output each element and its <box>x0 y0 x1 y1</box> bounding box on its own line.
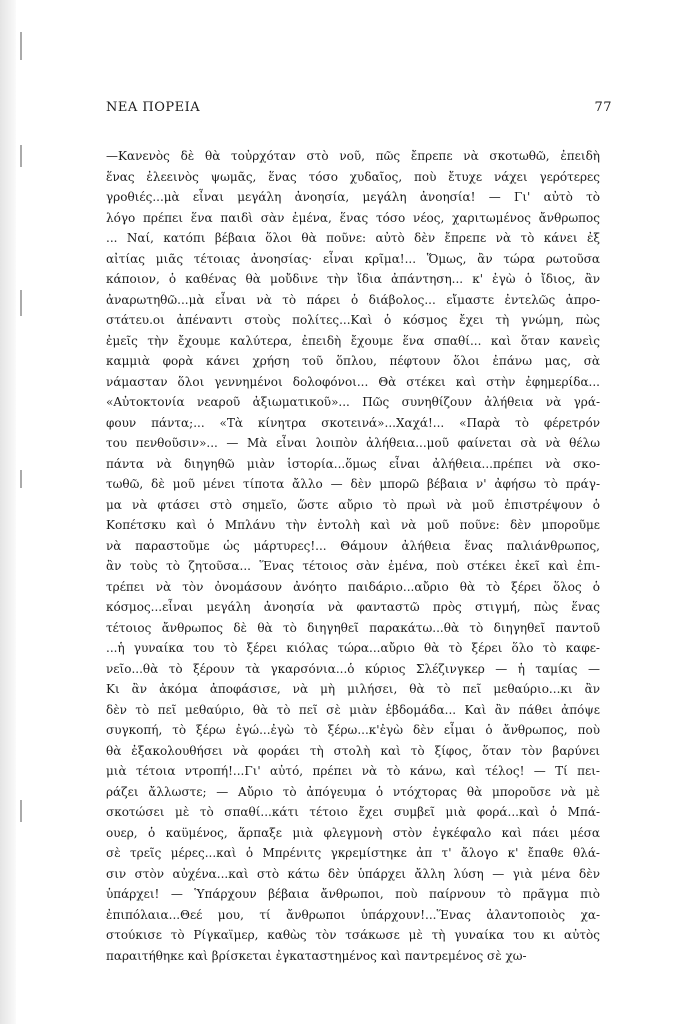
text-line: στούκισε τὸ Ρίγκαϊμερ, καθὼς τὸν τσάκωσε μὲ τὴ γυναίκα του κι αὐτὸς <box>106 928 600 942</box>
binding-mark <box>20 145 22 167</box>
text-line: σὲ τρεῖς μέρες...καὶ ὁ Μπρένιτς γκρεμίστηκε ἀπ τ' ἄλογο κ' ἔπαθε θλά- <box>106 846 600 860</box>
text-line: ἕνας ἐλεεινὸς ψωμᾶς, ἕνας τόσο χυδαῖος, ποὺ ἔτυχε νάχει γερότερες <box>106 169 600 184</box>
text-line: μιὰ τέτοια ντροπή!...Γι' αὐτό, πρέπει νὰ τὸ κάνω, καὶ τέλος! — Τί πει- <box>106 764 600 778</box>
running-header <box>106 100 612 115</box>
running-title: ΝΕΑ ΠΟΡΕΙΑ <box>106 100 201 115</box>
page-number: 77 <box>594 100 612 115</box>
text-line: παραιτήθηκε καὶ βρίσκεται ἐγκαταστημένος καὶ παντρεμένος σὲ χω- <box>106 948 527 963</box>
text-line: σιν στὸν αὐχένα...καὶ στὸ κάτω δὲν ὑπάρχει ἄλλη λύση — γιὰ μένα δὲν <box>106 866 600 881</box>
binding-mark <box>20 290 22 316</box>
text-line: τωθῶ, δὲ μοῦ μένει τίποτα ἄλλο — δὲν μπορῶ βέβαια ν' ἀφήσω τὸ πράγ- <box>106 477 600 491</box>
text-line: λόγο πρέπει ἕνα παιδὶ σὰν ἐμένα, ἕνας τόσο νέος, χαριτωμένος ἄνθρωπος <box>106 210 600 225</box>
text-line: ἐπιπόλαια...Θεέ μου, τί ἄνθρωποι ὑπάρχουν!...Ἕνας ἀλαντοποιὸς χα- <box>106 907 600 922</box>
text-line: ... Ναί, κατόπι βέβαια ὅλοι θὰ ποῦνε: αὐτὸ δὲν ἔπρεπε νὰ τὸ κάνει ἐξ <box>106 231 600 245</box>
text-line: του πενθοῦσιν»... — Μὰ εἶναι λοιπὸν ἀλήθεια...μοῦ φαίνεται σὰ νὰ θέλω <box>106 436 600 450</box>
text-line: ἐμεῖς τὴν ἔχουμε καλύτερα, ἐπειδὴ ἔχουμε ἕνα σπαθί... καὶ ὅταν κανεὶς <box>106 333 600 348</box>
binding-mark <box>20 800 22 822</box>
text-line: αἰτίας μιᾶς τέτοιας ἀνοησίας· εἶναι κρῖμα!... Ὅμως, ἂν τώρα ρωτοῦσα <box>106 251 600 266</box>
binding-mark <box>20 470 22 488</box>
text-line: ἂν τοὺς τὸ ζητοῦσα... Ἕνας τέτοιος σὰν ἐμένα, ποὺ στέκει ἐκεῖ καὶ ἐπι- <box>106 559 600 573</box>
binding-mark <box>20 32 22 60</box>
text-line: νάμασταν ὅλοι γεννημένοι δολοφόνοι... Θὰ στέκει καὶ στὴν ἐφημερίδα... <box>106 374 600 389</box>
text-line: κάποιον, ὁ καθένας θὰ μοὔδινε τὴν ἴδια ἀπάντηση... κ' ἐγὼ ὁ ἴδιος, ἂν <box>106 272 600 286</box>
text-line: κόσμος...εἶναι μεγάλη ἀνοησία νὰ φανταστῶ πρὸς στιγμή, πὼς ἕνας <box>106 600 600 614</box>
text-line: μα νὰ φτάσει στὸ σημεῖο, ὥστε αὔριο τὸ πρωὶ νὰ μοῦ ἐπιστρέψουν ὁ <box>106 497 600 512</box>
text-line: σκοτώσει μὲ τὸ σπαθί...κάτι τέτοιο ἔχει συμβεῖ μιὰ φορά...καὶ ὁ Μπά- <box>106 805 600 819</box>
text-line: ...ἡ γυναίκα του τὸ ξέρει κιόλας τώρα...αὔριο θὰ τὸ ξέρει ὅλο τὸ καφε- <box>106 641 600 655</box>
text-line: νεῖο...θὰ τὸ ξέρουν τὰ γκαρσόνια...ὁ κύριος Σλέζινγκερ — ἡ ταμίας — <box>106 661 600 676</box>
text-line: τρέπει νὰ τὸν ὀνομάσουν ἀνόητο παιδάριο...αὔριο θὰ τὸ ξέρει ὅλος ὁ <box>106 579 600 594</box>
text-line: ράζει ἄλλωστε; — Αὔριο τὸ ἀπόγευμα ὁ ντόχτορας θὰ μποροῦσε νὰ μὲ <box>106 784 600 799</box>
text-line: θὰ ἐξακολουθήσει νὰ φοράει τὴ στολὴ καὶ τὸ ξίφος, ὅταν τὸν βαρύνει <box>106 743 600 758</box>
page-edge-shadow <box>0 0 16 1024</box>
text-line: πάντα νὰ διηγηθῶ μιὰν ἱστορία...ὅμως εἶναι ἀλήθεια...πρέπει νὰ σκο- <box>106 456 600 471</box>
body-text <box>106 146 600 966</box>
text-line: στάτευ.οι ἀπέναντι στοὺς πολίτες...Καὶ ὁ κόσμος ἔχει τὴ γνώμη, πὼς <box>106 313 600 327</box>
text-line: νὰ παραστοῦμε ὡς μάρτυρες!... Θάμουν ἀλήθεια ἕνας παλιάνθρωπος, <box>106 538 600 553</box>
text-line: ουερ, ὁ καϋμένος, ἅρπαξε μιὰ φλεγμονὴ στὸν ἐγκέφαλο καὶ πάει μέσα <box>106 825 600 840</box>
text-line: γροθιές...μὰ εἶναι μεγάλη ἀνοησία, μεγάλη ἀνοησία! — Γι' αὐτὸ τὸ <box>106 190 600 204</box>
text-line: ἀναρωτηθῶ...μὰ εἶναι νὰ τὸ πάρει ὁ διάβολος... εἴμαστε ἐντελῶς ἀπρο- <box>106 292 600 307</box>
text-line: Κοπέτσκυ καὶ ὁ Μπλάνυ τὴν ἐντολὴ καὶ νὰ μοῦ ποῦνε: δὲν μποροῦμε <box>106 518 600 532</box>
text-line: Κι ἂν ἀκόμα ἀποφάσισε, νὰ μὴ μιλήσει, θὰ τὸ πεῖ μεθαύριο...κι ἂν <box>106 682 600 696</box>
text-line: «Αὐτοκτονία νεαροῦ ἀξιωματικοῦ»... Πῶς συνηθίζουν ἀλήθεια νὰ γρά- <box>106 395 600 409</box>
text-line: τέτοιος ἄνθρωπος δὲ θὰ τὸ διηγηθεῖ παρακάτω...θὰ τὸ διηγηθεῖ παντοῦ <box>106 620 600 635</box>
text-line: καμμιὰ φορὰ κάνει χρήση τοῦ ὅπλου, πέφτουν ὅλοι ἐπάνω μας, σὰ <box>106 354 600 368</box>
text-line: φουν πάντα;... «Τὰ κίνητρα σκοτεινά»...Χαχά!... «Παρὰ τὸ φέρετρόν <box>106 415 600 430</box>
text-line: —Κανενὸς δὲ θὰ τοὐρχόταν στὸ νοῦ, πῶς ἔπρεπε νὰ σκοτωθῶ, ἐπειδὴ <box>106 149 600 163</box>
text-line: συγκοπή, τὸ ξέρω ἐγώ...ἐγὼ τὸ ξέρω...κ'ἐγὼ δὲν εἶμαι ὁ ἄνθρωπος, ποὺ <box>106 723 600 737</box>
text-line: ὑπάρχει! — Ὑπάρχουν βέβαια ἄνθρωποι, ποὺ παίρνουν τὸ πρᾶγμα πιὸ <box>106 887 600 901</box>
text-line: δὲν τὸ πεῖ μεθαύριο, θὰ τὸ πεῖ σὲ μιὰν ἑβδομάδα... Καὶ ἂν πάθει ἀπόψε <box>106 702 600 717</box>
